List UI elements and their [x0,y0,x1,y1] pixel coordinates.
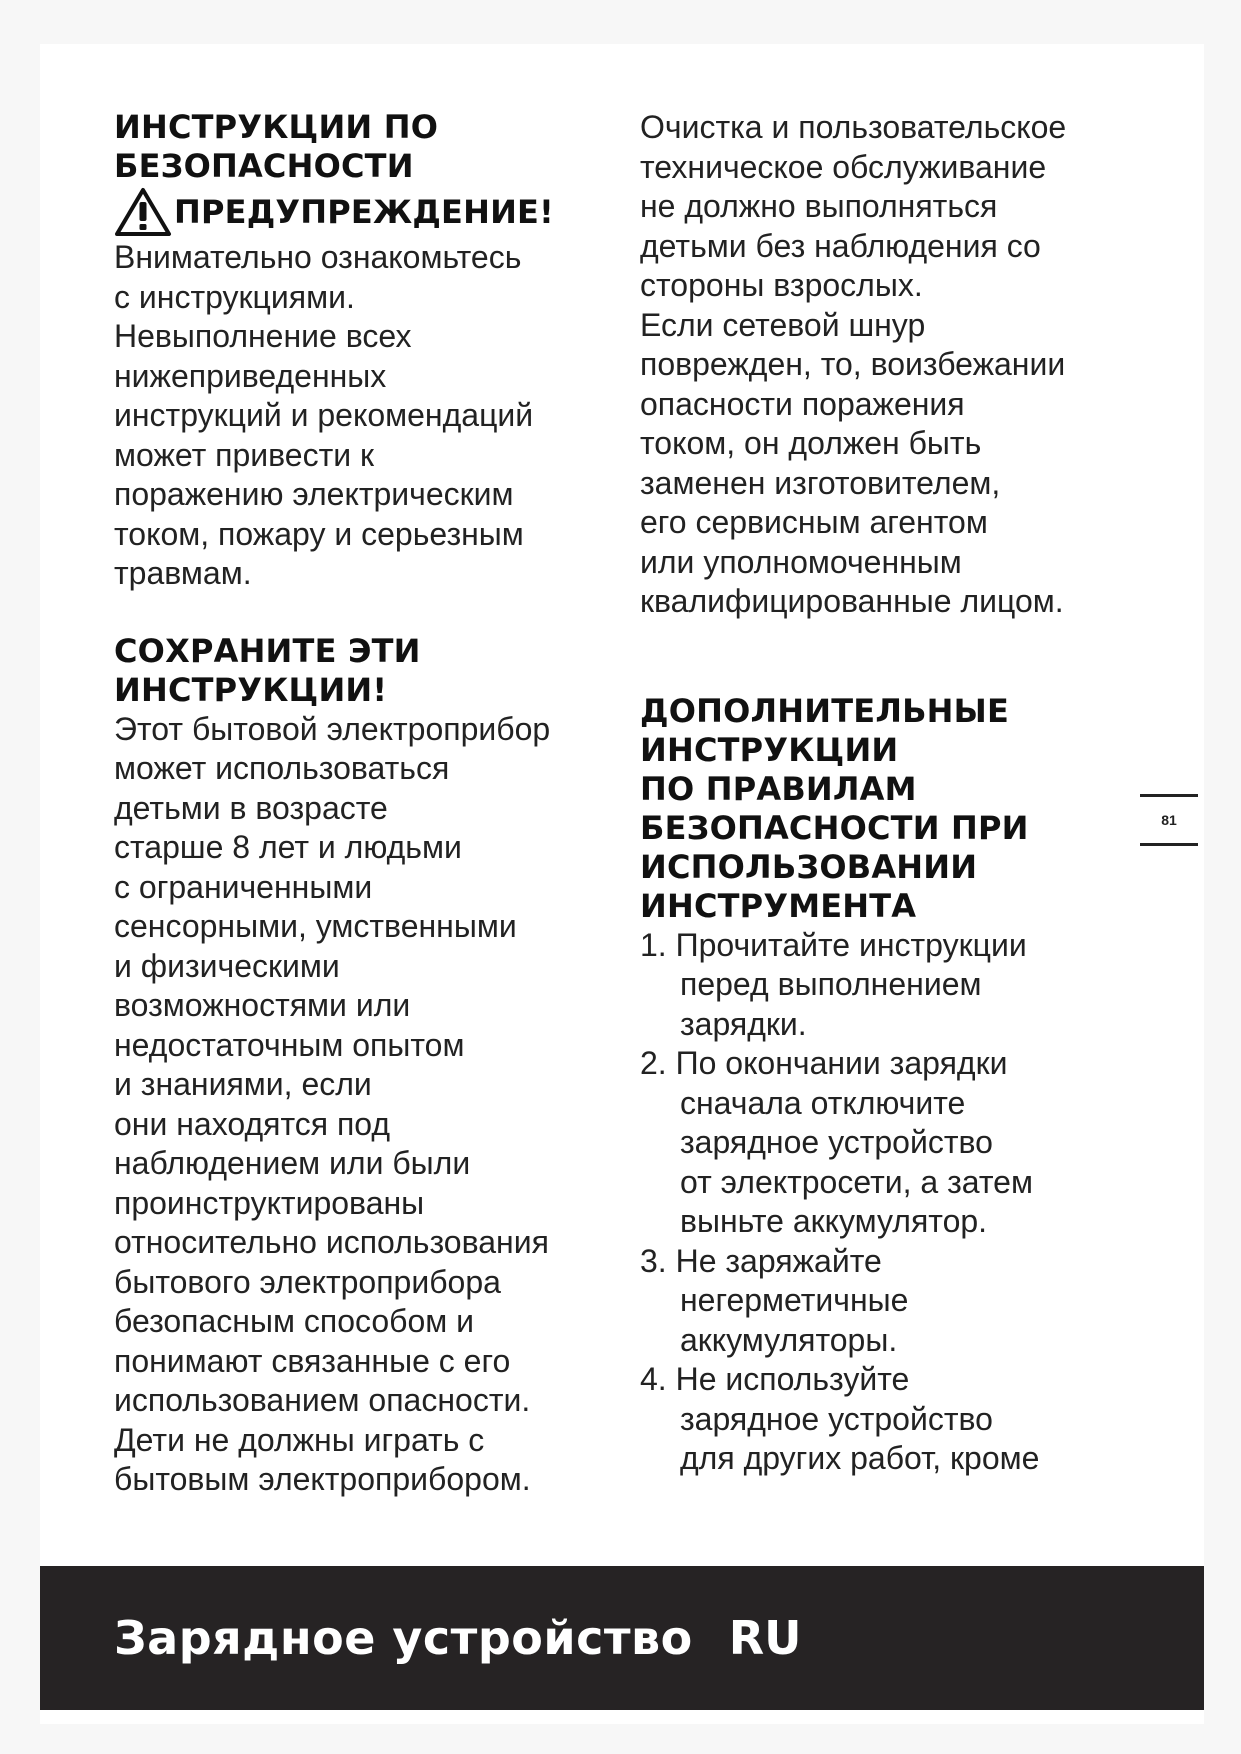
footer-bar [40,1566,1204,1710]
warning-label: ПРЕДУПРЕЖДЕНИЕ! [174,192,554,231]
paragraph-appliance-usage: Этот бытовой электроприбор может использоваться детьми в возрасте старше 8 лет и людьми с ограниченными сенсорными, умственными и физическими возможностями или недостаточным опытом и знаниями, если они находятся под наблюдением или были проинструктированы относительно использования бытового электроприбора безопасным способом и понимают связанные с его использованием опасности. Дети не должны играть с бытовым электроприбором. [114,710,551,1497]
heading-save-instructions: СОХРАНИТЕ ЭТИ ИНСТРУКЦИИ! [114,631,421,709]
left-column [114,108,614,1500]
paragraph-read-instructions: Внимательно ознакомьтесь с инструкциями. Невыполнение всех нижеприведенных инструкций и рекомендаций может привести к поражению электрическим током, пожару и серьезным травмам. [114,239,534,591]
instructions-list [640,926,1140,1479]
list-item: 3. Не заряжайте негерметичные аккумуляторы. [640,1242,909,1358]
footer-title: Зарядное устройство [114,1611,693,1665]
footer-language: RU [728,1611,802,1665]
paragraph-cleaning-cord: Очистка и пользовательское техническое обслуживание не должно выполняться детьми без наблюдения со стороны взрослых. Если сетевой шнур поврежден, то, воизбежании опасности поражения током, он должен быть заменен изготовителем, его сервисным агентом или уполномоченным квалифицированные лицом. [640,109,1067,619]
list-item: 1. Прочитайте инструкции перед выполнением зарядки. [640,926,1027,1042]
heading-additional-instructions: ДОПОЛНИТЕЛЬНЫЕ ИНСТРУКЦИИ ПО ПРАВИЛАМ БЕЗОПАСНОСТИ ПРИ ИСПОЛЬЗОВАНИИ ИНСТРУМЕНТА [640,691,1029,925]
list-item: 4. Не используйте зарядное устройство для других работ, кроме [640,1361,1040,1476]
heading-safety-instructions: ИНСТРУКЦИИ ПО БЕЗОПАСНОСТИ [114,108,439,185]
page-number: 81 [1140,794,1198,846]
warning-triangle-icon [114,187,172,237]
warning-row [114,186,614,238]
right-column [640,108,1140,1479]
list-item: 2. По окончании зарядки сначала отключите зарядное устройство от электросети, а затем выньте аккумулятор. [640,1045,1033,1239]
